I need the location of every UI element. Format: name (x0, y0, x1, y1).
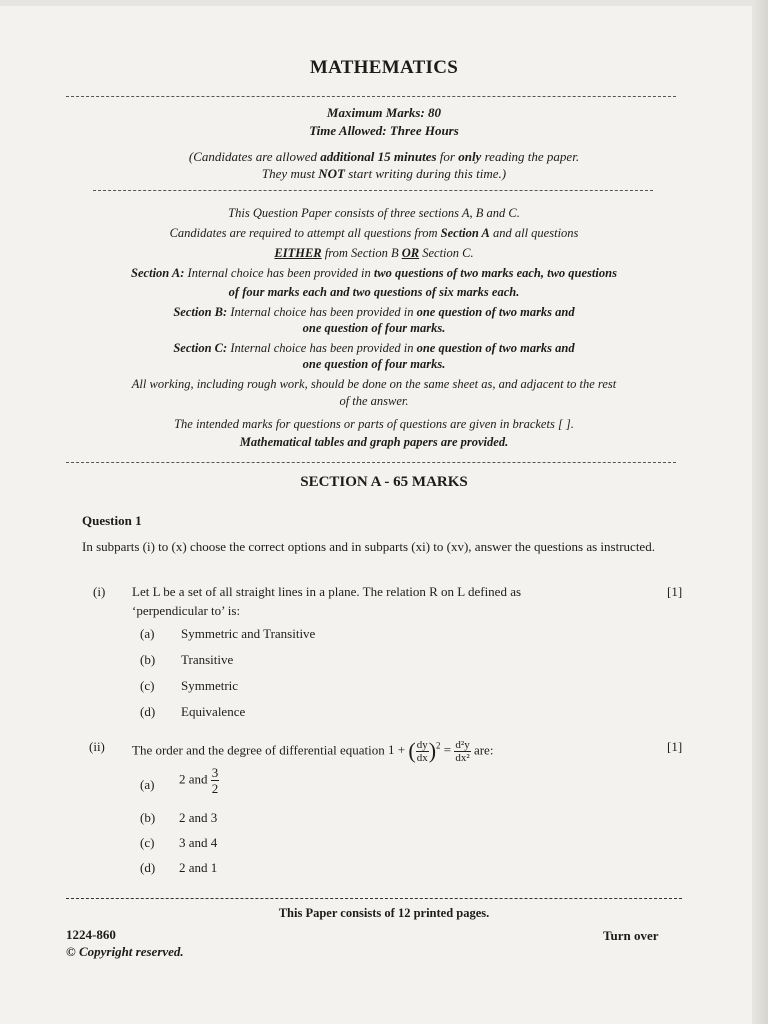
max-marks: Maximum Marks: 80 (326, 105, 442, 120)
instr-line-11: of the answer. (339, 394, 409, 408)
subq-ii-number: (ii) (89, 739, 105, 754)
divider-instructions-top (93, 190, 653, 191)
subq-ii-text: The order and the degree of differential equation 1 + ( $\frac{dy}{dx}$ )$^2$ = $\frac{\text{d²y}}{\text{dx²}}$ are: (132, 738, 494, 764)
instr-line-9: one question of four marks. (302, 357, 446, 371)
instr-line-13: Mathematical tables and graph papers are provided. (239, 435, 509, 449)
reading-time-note-1: (Candidates are allowed additional 15 minutes for only reading the paper. (188, 149, 580, 164)
subq-i-marks: [1] (667, 584, 683, 599)
subq-i-number: (i) (93, 584, 106, 599)
subq-i-opt-c-letter: (c) (140, 678, 155, 693)
subq-ii-opt-c-text: 3 and 4 (179, 835, 218, 850)
subq-i-opt-d-letter: (d) (140, 704, 156, 719)
question-label: Question 1 (82, 513, 142, 528)
section-a-title: SECTION A - 65 MARKS (300, 474, 468, 490)
instr-line-7: one question of four marks. (302, 321, 446, 335)
subject-title: MATHEMATICS (309, 57, 459, 78)
subq-ii-opt-a-text: 2 and $\frac{3}{2}$ (179, 765, 219, 796)
instr-line-10: All working, including rough work, should be done on the same sheet as, and adjacent to the rest (131, 377, 617, 391)
instr-line-5: of four marks each and two questions of six marks each. (228, 285, 520, 299)
instr-line-12: The intended marks for questions or parts of questions are given in brackets [ ]. (174, 417, 574, 431)
subq-i-opt-a-text: Symmetric and Transitive (181, 626, 316, 641)
paper-code: 1224-860 (66, 927, 116, 942)
time-allowed: Time Allowed: Three Hours (309, 123, 459, 138)
divider-instructions-bottom (66, 462, 676, 463)
subq-ii-opt-d-letter: (d) (140, 860, 156, 875)
instr-line-8: Section C: Internal choice has been provided in one question of two marks and (173, 341, 575, 355)
equation: 1 + ( $\frac{dy}{dx}$ )$^2$ = $\frac{\text{d²y}}{\text{dx²}}$ (388, 738, 470, 764)
subq-ii-marks: [1] (667, 739, 683, 754)
divider-top (66, 96, 676, 97)
scan-top-edge (0, 0, 768, 6)
instructions-block (66, 203, 682, 452)
instr-line-1: This Question Paper consists of three sections A, B and C. (228, 206, 520, 220)
subq-ii-opt-c-letter: (c) (140, 835, 155, 850)
subq-i-opt-d-text: Equivalence (181, 704, 246, 719)
subq-i-opt-b-letter: (b) (140, 652, 156, 667)
page-count-note: This Paper consists of 12 printed pages. (278, 906, 490, 920)
instr-line-3: EITHER from Section B OR Section C. (274, 246, 474, 260)
question-intro: In subparts (i) to (x) choose the correct options and in subparts (xi) to (xv), answer the questions as instructed. (82, 539, 655, 554)
subq-ii-opt-b-text: 2 and 3 (179, 810, 218, 825)
copyright: © Copyright reserved. (66, 944, 184, 959)
subq-i-opt-b-text: Transitive (181, 652, 234, 667)
instr-line-4: Section A: Internal choice has been provided in two questions of two marks each, two questions (131, 266, 617, 280)
subq-ii-opt-a-letter: (a) (140, 777, 155, 792)
reading-time-note-2: They must NOT start writing during this time.) (261, 166, 507, 181)
instr-line-2: Candidates are required to attempt all questions from Section A and all questions (169, 226, 579, 240)
divider-footer (66, 898, 682, 899)
subq-ii-opt-b-letter: (b) (140, 810, 156, 825)
instr-line-6: Section B: Internal choice has been provided in one question of two marks and (173, 305, 575, 319)
subq-i-text: Let L be a set of all straight lines in a plane. The relation R on L defined as ‘perpendicular to’ is: (132, 584, 522, 618)
subq-i-opt-a-letter: (a) (140, 626, 155, 641)
turn-over: Turn over (603, 928, 659, 943)
subq-i-opt-c-text: Symmetric (181, 678, 239, 693)
subq-ii-opt-d-text: 2 and 1 (179, 860, 218, 875)
